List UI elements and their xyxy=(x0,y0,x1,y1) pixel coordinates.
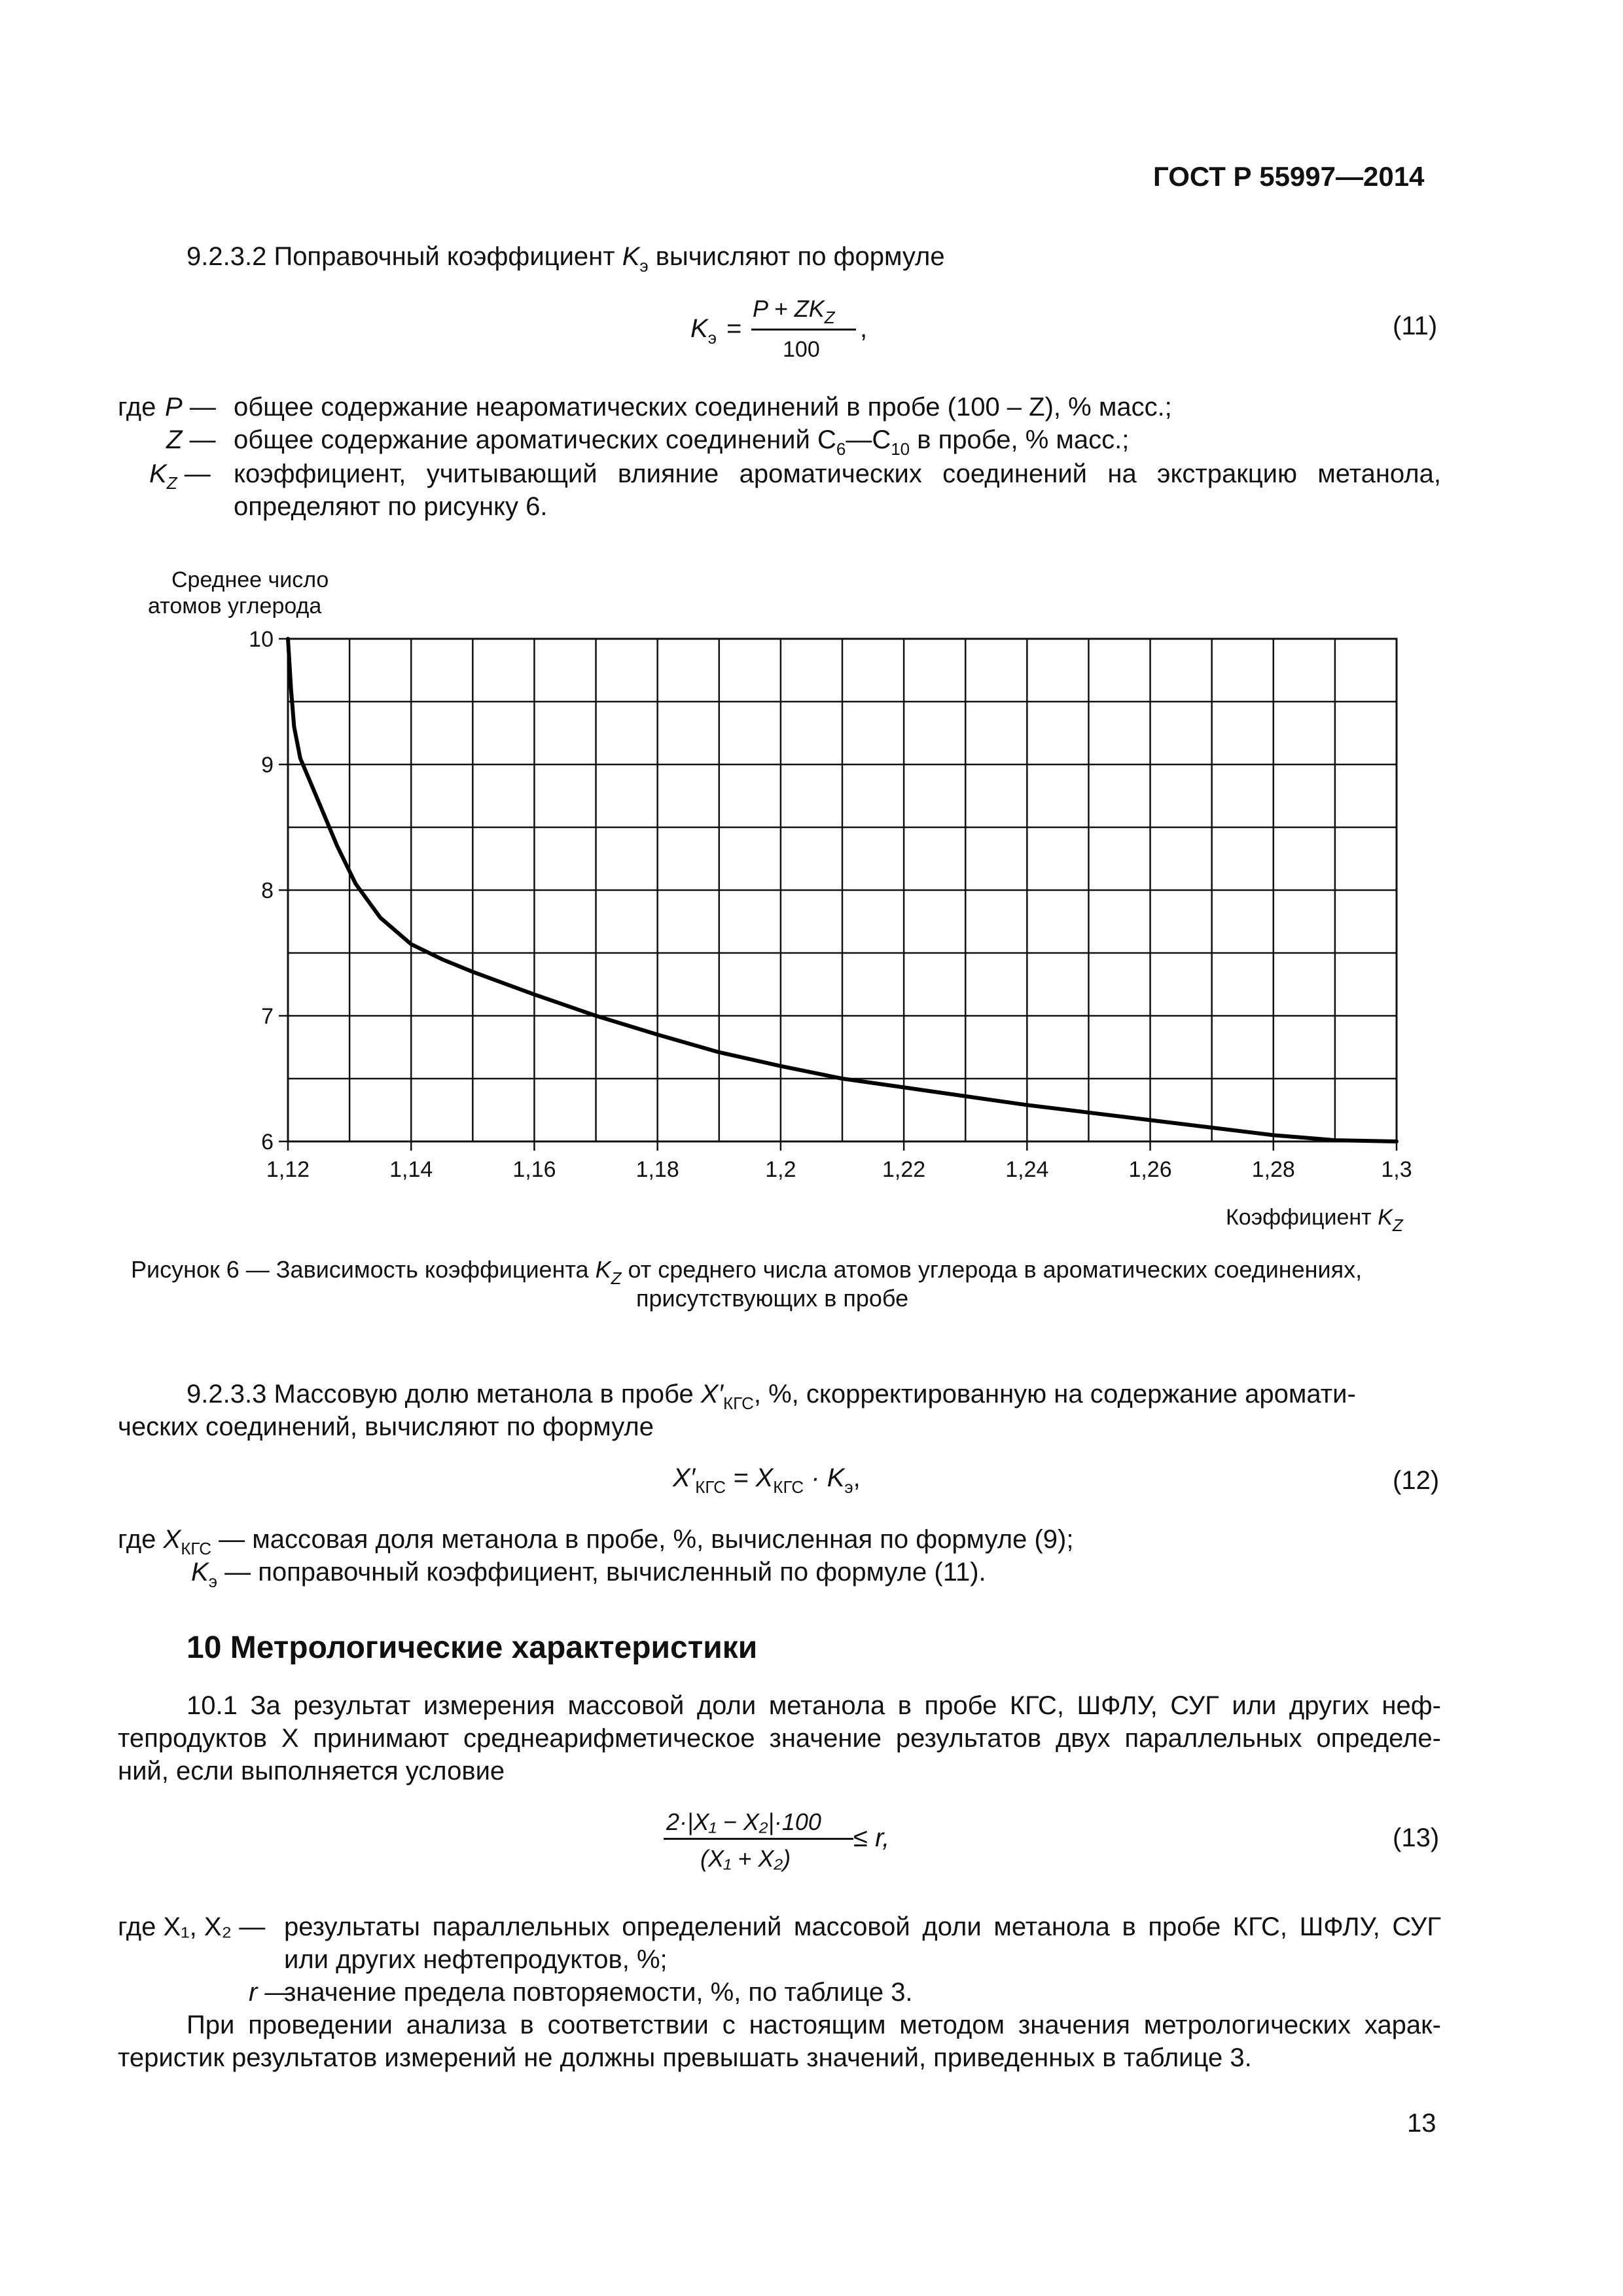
x-tick-label: 1,24 xyxy=(1005,1157,1049,1182)
def-z-text-a: общее содержание ароматических соединений C xyxy=(234,425,836,454)
formula-11-comma: , xyxy=(860,314,868,343)
s10-p1-line3: ний, если выполняется условие xyxy=(118,1757,505,1785)
def-kz-dash: — xyxy=(184,459,211,488)
chart-ylabel-2: атомов углерода xyxy=(148,594,322,619)
chart-xlabel-text: Коэффициент xyxy=(1226,1205,1372,1230)
def-z-sub-a: 6 xyxy=(836,439,846,459)
formula-13-fraction-bar xyxy=(664,1838,853,1840)
formula-num: P + ZK xyxy=(753,295,825,322)
x-tick-label: 1,14 xyxy=(389,1157,433,1182)
x-tick-label: 1,3 xyxy=(1381,1157,1412,1182)
def-z-sub-b: 10 xyxy=(891,439,910,459)
def-ke-sub: э xyxy=(208,1571,217,1591)
p9233-x-sub: КГС xyxy=(723,1393,754,1413)
chart-xlabel-sym: K xyxy=(1378,1205,1393,1230)
x-tick-label: 1,22 xyxy=(882,1157,926,1182)
y-tick-label: 6 xyxy=(261,1130,274,1155)
caption-a: Рисунок 6 — Зависимость коэффициента xyxy=(131,1256,589,1283)
lead-text: 9.2.3.2 Поправочный коэффициент xyxy=(187,242,615,271)
x-tick-label: 1,16 xyxy=(512,1157,556,1182)
y-tick-label: 8 xyxy=(261,878,274,903)
f12-comma: , xyxy=(853,1463,861,1492)
def-p-dash: — xyxy=(189,393,216,422)
caption-sub: Z xyxy=(611,1268,622,1288)
caption-b: от среднего числа атомов углерода в ароматических соединениях, xyxy=(628,1256,1363,1283)
where-label-2: где xyxy=(118,1525,156,1554)
page-number: 13 xyxy=(1407,2109,1436,2138)
def-ke-text: — поправочный коэффициент, вычисленный по формуле (11). xyxy=(217,1558,986,1587)
def-xkgc xyxy=(118,1522,1073,1559)
x-tick-label: 1,2 xyxy=(765,1157,796,1182)
s10-p2-line2: теристик результатов измерений не должны превышать значений, приведенных в таблице 3. xyxy=(118,2043,1252,2072)
def-kz-sub: Z xyxy=(166,473,177,493)
x-tick-label: 1,12 xyxy=(266,1157,310,1182)
formula-13-denominator: (X₁ + X₂) xyxy=(700,1845,791,1872)
def-kz-text: коэффициент, учитывающий влияние ароматических соединений на экстракцию метанола, xyxy=(234,459,1441,488)
def-ke-sym: K xyxy=(191,1558,209,1587)
figure-caption-line2: присутствующих в пробе xyxy=(636,1285,909,1312)
def-r-lead: r — xyxy=(249,1978,291,2007)
def-z-dash: — xyxy=(189,425,216,454)
lead-tail: вычисляют по формуле xyxy=(655,242,945,271)
formula-k: K xyxy=(690,314,708,343)
def-z-text-c: в пробе, % масс.; xyxy=(910,425,1130,454)
formula-num-sub: Z xyxy=(824,308,835,327)
def-z-text-b: —C xyxy=(846,425,891,454)
x-tick-label: 1,28 xyxy=(1251,1157,1295,1182)
def-xkgc-sub: КГС xyxy=(181,1539,212,1558)
f12-dot: · K xyxy=(804,1463,845,1492)
s10-p1-line2: тепродуктов X принимают среднеарифметическое значение результатов двух параллельных определе- xyxy=(118,1724,1441,1753)
y-tick-label: 9 xyxy=(261,753,274,778)
k-symbol: K xyxy=(622,242,640,271)
formula-11-denominator: 100 xyxy=(783,337,820,362)
def-ke xyxy=(191,1555,986,1592)
f12-mid-sub: КГС xyxy=(773,1477,804,1497)
s10-p2-line1: При проведении анализа в соответствии с настоящим методом значения метрологических харак- xyxy=(187,2011,1441,2039)
x-tick-label: 1,18 xyxy=(635,1157,679,1182)
f12-mid: = X xyxy=(726,1463,774,1492)
def-x1x2-lead: где X₁, X₂ — xyxy=(118,1912,266,1941)
formula-12 xyxy=(673,1461,861,1498)
formula-13-number: (13) xyxy=(1393,1823,1440,1852)
def-xkgc-text: — массовая доля метанола в пробе, %, вычисленная по формуле (9); xyxy=(211,1525,1074,1554)
chart-ylabel-1: Среднее число xyxy=(171,567,329,592)
paragraph-9-2-3-3-line2: ческих соединений, вычисляют по формуле xyxy=(118,1412,654,1441)
def-kz-symbol: K xyxy=(149,459,167,488)
y-tick-label: 7 xyxy=(261,1004,274,1029)
def-x1x2-text2: или других нефтепродуктов, %; xyxy=(284,1945,668,1974)
k-sub: э xyxy=(639,256,649,276)
def-z-symbol: Z xyxy=(166,425,183,454)
chart-xlabel-sub: Z xyxy=(1392,1215,1403,1235)
formula-k-sub: э xyxy=(707,328,717,348)
p9233-x: X′ xyxy=(700,1380,724,1408)
y-tick-label: 10 xyxy=(249,627,274,652)
paragraph-9-2-3-3 xyxy=(187,1377,1356,1414)
formula-11-number: (11) xyxy=(1393,312,1438,340)
f12-lhs-sub: КГС xyxy=(695,1477,726,1497)
section-10-heading: 10 Метрологические характеристики xyxy=(187,1630,758,1665)
where-label: где xyxy=(118,393,156,422)
def-p-symbol: P xyxy=(165,393,183,422)
p9233-b: , %, скорректированную на содержание аромати- xyxy=(753,1380,1356,1408)
f12-lhs: X′ xyxy=(673,1463,696,1492)
doc-code: ГОСТ Р 55997—2014 xyxy=(1153,161,1425,192)
def-p-text: общее содержание неароматических соединений в пробе (100 – Z), % масс.; xyxy=(234,393,1172,422)
def-kz-text2: определяют по рисунку 6. xyxy=(234,492,548,521)
f12-dot-sub: э xyxy=(844,1477,853,1497)
def-xkgc-sym: X xyxy=(163,1525,181,1554)
x-tick-label: 1,26 xyxy=(1128,1157,1172,1182)
formula-11-eq: = xyxy=(726,314,742,343)
def-x1x2-text: результаты параллельных определений массовой доли метанола в пробе КГС, ШФЛУ, СУГ xyxy=(284,1912,1441,1941)
formula-12-number: (12) xyxy=(1393,1466,1440,1495)
formula-13-rhs: ≤ r, xyxy=(853,1823,890,1852)
def-r-text: значение предела повторяемости, %, по таблице 3. xyxy=(284,1978,913,2007)
chart-xlabel xyxy=(1226,1200,1403,1236)
caption-sym: K xyxy=(595,1256,611,1283)
formula-13-numerator: 2·|X₁ − X₂|·100 xyxy=(666,1808,821,1835)
s10-p1-line1: 10.1 За результат измерения массовой доли метанола в пробе КГС, ШФЛУ, СУГ или других неф- xyxy=(187,1691,1441,1720)
p9233-a: 9.2.3.3 Массовую долю метанола в пробе xyxy=(187,1380,694,1408)
